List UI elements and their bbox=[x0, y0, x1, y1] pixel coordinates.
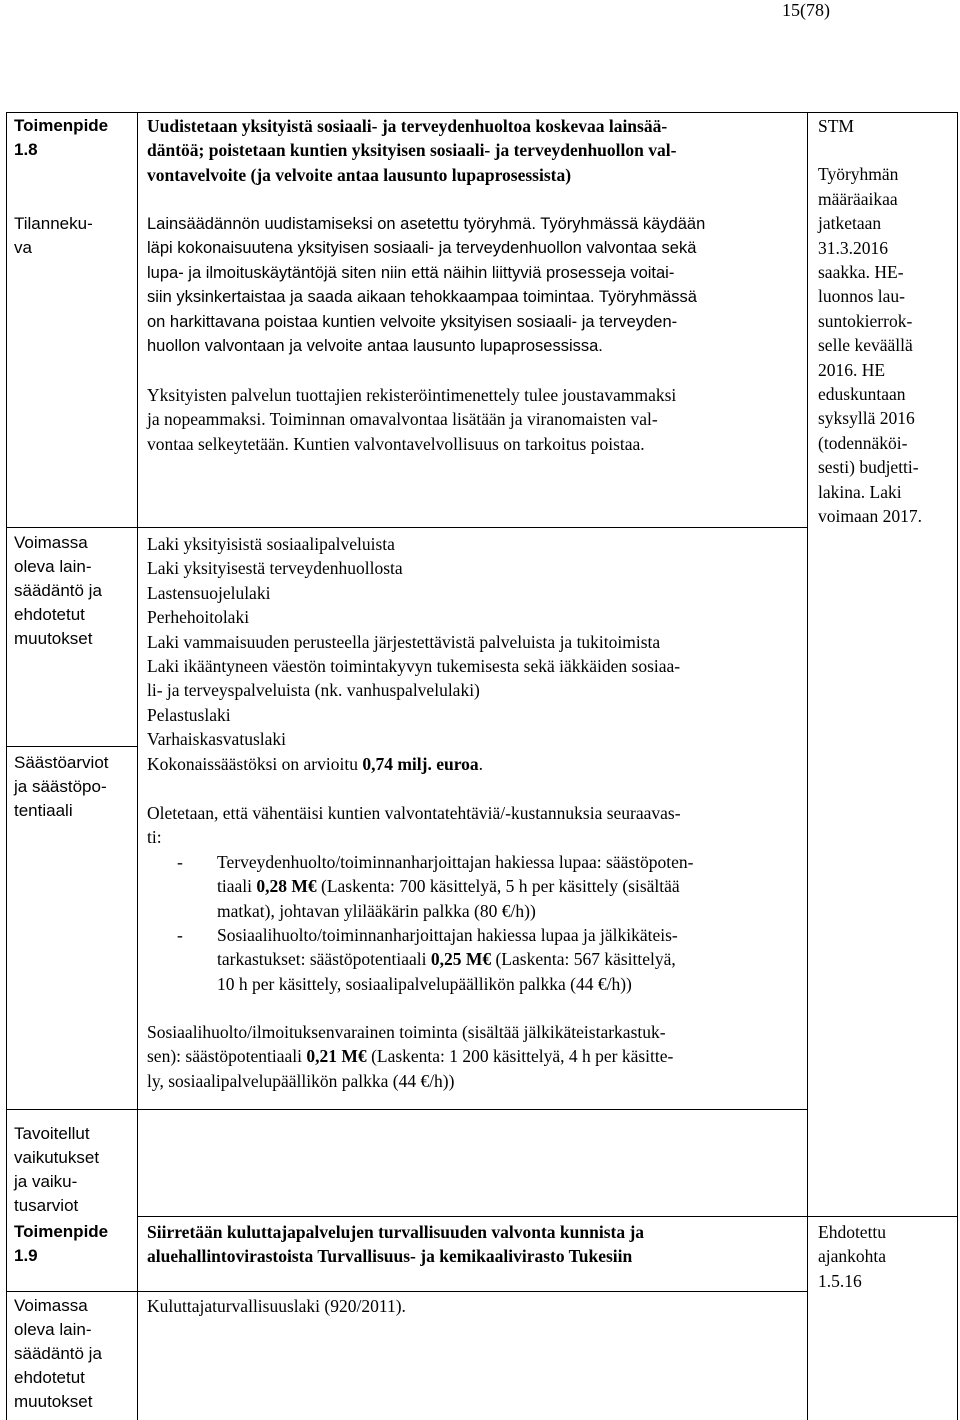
savings-label: Säästöarviot ja säästöpo- tentiaali bbox=[14, 753, 109, 820]
status-label: Tilanneku- va bbox=[14, 214, 93, 257]
main-divider-1 bbox=[137, 527, 808, 528]
impacts-label: Tavoitellut vaikutukset ja vaiku- tusarviot bbox=[14, 1124, 100, 1215]
measure-1-8-heading: Toimenpide 1.8 bbox=[14, 116, 109, 159]
savings-bullet-2: - Sosiaalihuolto/toiminnanharjoittajan hakiessa lupaa ja jälkikäteis- tarkastukset: säästöpotentiaali 0,25 M€ (Laskenta: 567 käsittelyä, 10 h per käsittely, sosiaalipalvelupäällikön palkka (44 €/h)) bbox=[177, 925, 678, 994]
status-paragraph-1: Lainsäädännön uudistamiseksi on asetettu työryhmä. Työryhmässä käydään läpi kokonaisuutena yksityisen sosiaali- ja terveydenhuollon valvontaa sekä lupa- ja ilmoituskäytäntöjä siten niin että näihin liittyviä prosesseja voitai- siin yksinkertaistaa ja saada aikaan tehokkaampaa toimintaa. Työryhmässä on harkittavana poistaa kuntien velvoite yksityisen sosiaali- ja terveyden- huollon valvontaan ja velvoite antaa lausunto lupaprosessissa. bbox=[147, 215, 706, 356]
list-item: Varhaiskasvatuslaki bbox=[147, 729, 286, 750]
total-savings: Kokonaissäästöksi on arvioitu 0,74 milj. euroa. bbox=[147, 754, 484, 774]
savings-bullet-1: - Terveydenhuolto/toiminnanharjoittajan hakiessa lupaa: säästöpoten- tiaali 0,28 M€ (Laskenta: 700 käsittelyä, 5 h per käsittely (sisältää matkat), johtavan ylilääkärin palkka (80 €/h)) bbox=[177, 851, 694, 921]
list-item: Laki ikääntyneen väestön toimintakyvyn tukemisesta sekä iäkkäiden sosiaa- bbox=[147, 656, 681, 677]
table-border-top bbox=[6, 112, 958, 113]
label-divider-4 bbox=[6, 1291, 138, 1292]
responsible-ministry: STM bbox=[818, 116, 854, 136]
column-divider-1 bbox=[137, 112, 138, 1420]
list-item: Lastensuojelulaki bbox=[147, 582, 271, 603]
list-item: Laki yksityisestä terveydenhuollosta bbox=[147, 558, 403, 579]
measure-1-9-title: Siirretään kuluttajapalvelujen turvallisuuden valvonta kunnista ja aluehallintovirastoista Turvallisuus- ja kemikaalivirasto Tukesiin bbox=[147, 1222, 645, 1267]
measure-1-8-title: Uudistetaan yksityistä sosiaali- ja terveydenhuoltoa koskevaa lainsää- däntöä; poistetaan kuntien yksityisen sosiaali- ja terveydenhuollon val- vontavelvoite (ja velvoite antaa lausunto lupaprosessista) bbox=[147, 116, 677, 185]
legislation-label: Voimassa oleva lain- säädäntö ja ehdotetut muutokset bbox=[14, 533, 102, 648]
responsible-and-schedule: STM Työryhmän määräaikaa jatketaan 31.3.2016 saakka. HE- luonnos lau- suntokierrok- selle keväällä 2016. HE eduskuntaan syksyllä 2016 (todennäköi- sesti) budjetti- lakina. Laki voimaan 2017. bbox=[818, 114, 956, 529]
total-savings-amount: 0,74 milj. euroa bbox=[362, 754, 479, 774]
proposed-schedule: Ehdotettu ajankohta 1.5.16 bbox=[818, 1222, 887, 1291]
main-divider-3 bbox=[137, 1291, 808, 1292]
row-divider bbox=[137, 1216, 958, 1217]
list-item: li- ja terveyspalveluista (nk. vanhuspalvelulaki) bbox=[147, 680, 480, 701]
table-border-left bbox=[6, 112, 7, 1420]
page-number: 15(78) bbox=[782, 0, 830, 20]
list-item: Pelastuslaki bbox=[147, 704, 231, 725]
label-divider-2 bbox=[6, 746, 138, 747]
consumer-safety-law: Kuluttajaturvallisuuslaki (920/2011). bbox=[147, 1296, 406, 1316]
savings-assumption: Oletetaan, että vähentäisi kuntien valvontatehtäviä/-kustannuksia seuraavas- ti: - Terveydenhuolto/toiminnanharjoittajan hakiessa lupaa: säästöpoten- tiaali 0,28 M€ (Laskenta: 700 käsittelyä, 5 h per käsittely (sisältää matkat), johtavan ylilääkärin palkka (80 €/h)) - Sosiaalihuolto/toiminnanharjoittajan hakiessa lupaa ja jälkikäteis- tarkastukset: säästöpotentiaali 0,25 M€ (Laskenta: 567 käsittelyä, 10 h per käsittely, sosiaalipalvelupäällikön palkka (44 €/h)) bbox=[147, 801, 797, 996]
legislation-list bbox=[147, 532, 797, 752]
status-paragraph-2: Yksityisten palvelun tuottajien rekisteröintimenettely tulee joustavammaksi ja nopeammaksi. Toiminnan omavalvontaa lisätään ja viranomaisten val- vontaa selkeytetään. Kuntien valvontavelvollisuus on tarkoitus poistaa. bbox=[147, 385, 677, 454]
column-divider-2 bbox=[807, 112, 808, 1420]
notification-savings: Sosiaalihuolto/ilmoituksenvarainen toiminta (sisältää jälkikäteistarkastuk- sen): säästöpotentiaali 0,21 M€ (Laskenta: 1 200 käsittelyä, 4 h per käsitte- ly, sosiaalipalvelupäällikön palkka (44 €/h)) bbox=[147, 1022, 674, 1091]
list-item: Perhehoitolaki bbox=[147, 607, 250, 628]
label-divider-3 bbox=[6, 1109, 138, 1110]
main-divider-2 bbox=[137, 1109, 808, 1110]
measure-1-9-heading: Toimenpide 1.9 bbox=[14, 1222, 109, 1265]
label-divider-1 bbox=[6, 527, 138, 528]
list-item: Laki vammaisuuden perusteella järjestettävistä palveluista ja tukitoimista bbox=[147, 631, 661, 652]
list-item: Laki yksityisistä sosiaalipalveluista bbox=[147, 534, 395, 554]
legislation-label-2: Voimassa oleva lain- säädäntö ja ehdotetut muutokset bbox=[14, 1296, 102, 1411]
table-border-right bbox=[957, 112, 958, 1420]
